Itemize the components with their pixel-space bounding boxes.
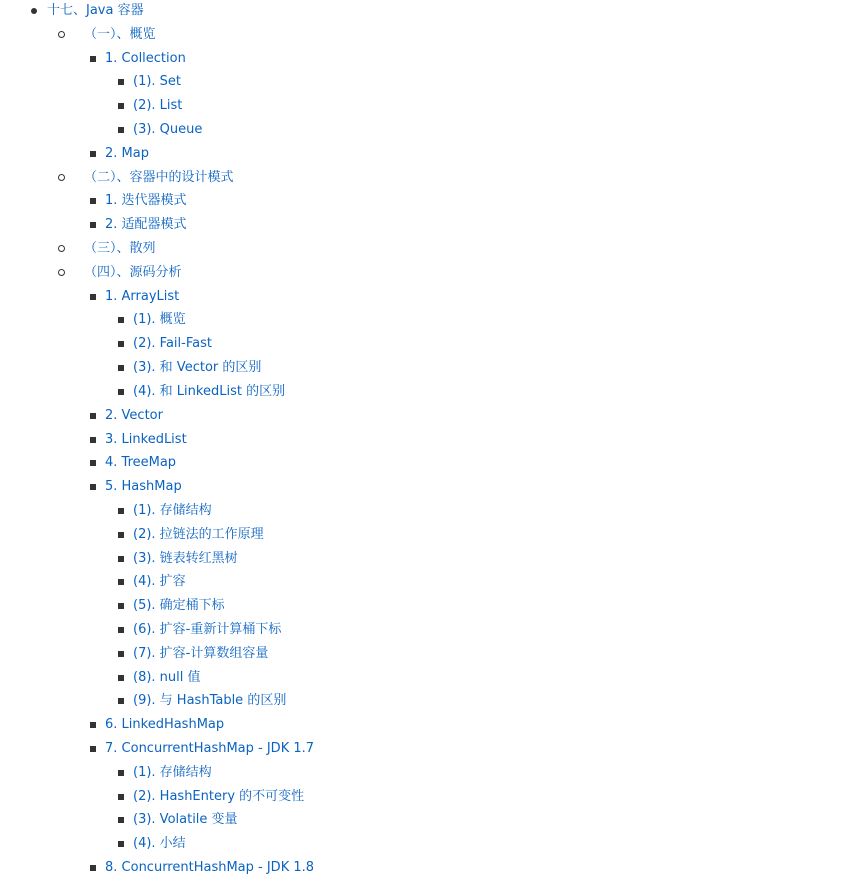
toc-item-level-4 bbox=[0, 668, 848, 688]
toc-item-level-4 bbox=[0, 382, 848, 402]
square-bullet bbox=[115, 96, 127, 116]
square-bullet bbox=[115, 72, 127, 92]
toc-item-level-4 bbox=[0, 120, 848, 140]
square-bullet bbox=[115, 620, 127, 640]
square-bullet bbox=[115, 334, 127, 354]
toc-item-level-4 bbox=[0, 501, 848, 521]
toc-link[interactable]: (4). 扩容 bbox=[133, 574, 186, 589]
toc-link[interactable]: 2. Map bbox=[105, 146, 149, 161]
toc-item-level-3 bbox=[0, 858, 848, 878]
square-bullet bbox=[87, 453, 99, 473]
square-bullet bbox=[87, 191, 99, 211]
toc-link[interactable]: 1. 迭代器模式 bbox=[105, 193, 187, 208]
toc-link[interactable]: (2). 拉链法的工作原理 bbox=[133, 527, 264, 542]
toc-item-level-4 bbox=[0, 787, 848, 807]
square-bullet bbox=[87, 739, 99, 759]
square-bullet bbox=[87, 477, 99, 497]
square-bullet bbox=[87, 430, 99, 450]
toc-link[interactable]: (4). 小结 bbox=[133, 836, 186, 851]
toc-item-level-3 bbox=[0, 191, 848, 211]
toc-link[interactable]: 1. ArrayList bbox=[105, 289, 180, 304]
toc-link[interactable]: （三）、散列 bbox=[84, 241, 156, 256]
square-bullet bbox=[115, 572, 127, 592]
toc-item-level-4 bbox=[0, 596, 848, 616]
toc-item-level-2 bbox=[0, 263, 848, 283]
toc-item-level-4 bbox=[0, 572, 848, 592]
circle-bullet bbox=[56, 168, 68, 188]
square-bullet bbox=[87, 215, 99, 235]
toc-item-level-4 bbox=[0, 834, 848, 854]
circle-bullet bbox=[56, 25, 68, 45]
toc-item-level-4 bbox=[0, 691, 848, 711]
square-bullet bbox=[115, 834, 127, 854]
square-bullet bbox=[87, 144, 99, 164]
toc-link[interactable]: 1. Collection bbox=[105, 51, 186, 66]
square-bullet bbox=[115, 525, 127, 545]
square-bullet bbox=[115, 549, 127, 569]
toc-item-level-3 bbox=[0, 287, 848, 307]
toc-item-level-3 bbox=[0, 215, 848, 235]
toc-item-level-1 bbox=[0, 1, 848, 21]
toc-item-level-3 bbox=[0, 739, 848, 759]
toc-item-level-4 bbox=[0, 644, 848, 664]
toc-item-level-3 bbox=[0, 430, 848, 450]
toc-link[interactable]: 6. LinkedHashMap bbox=[105, 717, 225, 732]
toc-link[interactable]: (1). Set bbox=[133, 74, 182, 89]
square-bullet bbox=[115, 501, 127, 521]
toc-item-level-4 bbox=[0, 620, 848, 640]
toc-link[interactable]: (6). 扩容-重新计算桶下标 bbox=[133, 622, 282, 637]
toc-item-level-3 bbox=[0, 406, 848, 426]
toc-link[interactable]: 5. HashMap bbox=[105, 479, 182, 494]
toc-item-level-2 bbox=[0, 239, 848, 259]
toc-link[interactable]: (1). 概览 bbox=[133, 312, 186, 327]
toc-link[interactable]: 7. ConcurrentHashMap - JDK 1.7 bbox=[105, 741, 315, 756]
toc-item-level-4 bbox=[0, 358, 848, 378]
toc-link[interactable]: (3). Queue bbox=[133, 122, 203, 137]
disc-bullet bbox=[28, 1, 40, 21]
toc-link[interactable]: (1). 存储结构 bbox=[133, 503, 212, 518]
toc-link[interactable]: (5). 确定桶下标 bbox=[133, 598, 225, 613]
toc-link[interactable]: (7). 扩容-计算数组容量 bbox=[133, 646, 269, 661]
square-bullet bbox=[115, 763, 127, 783]
toc-link[interactable]: 3. LinkedList bbox=[105, 432, 187, 447]
toc-item-level-4 bbox=[0, 810, 848, 830]
toc-item-level-3 bbox=[0, 715, 848, 735]
toc-item-level-3 bbox=[0, 144, 848, 164]
toc-link[interactable]: 十七、Java 容器 bbox=[47, 3, 144, 18]
circle-bullet bbox=[56, 263, 68, 283]
toc-item-level-4 bbox=[0, 549, 848, 569]
square-bullet bbox=[115, 596, 127, 616]
square-bullet bbox=[87, 406, 99, 426]
square-bullet bbox=[115, 120, 127, 140]
square-bullet bbox=[87, 49, 99, 69]
square-bullet bbox=[115, 644, 127, 664]
toc-link[interactable]: (4). 和 LinkedList 的区别 bbox=[133, 384, 286, 399]
toc-link[interactable]: (9). 与 HashTable 的区别 bbox=[133, 693, 287, 708]
toc-link[interactable]: （二）、容器中的设计模式 bbox=[84, 170, 234, 185]
toc-item-level-2 bbox=[0, 25, 848, 45]
square-bullet bbox=[87, 287, 99, 307]
toc-link[interactable]: 4. TreeMap bbox=[105, 455, 177, 470]
toc-item-level-4 bbox=[0, 334, 848, 354]
toc-link[interactable]: (2). Fail-Fast bbox=[133, 336, 212, 351]
toc-link[interactable]: 2. Vector bbox=[105, 408, 163, 423]
square-bullet bbox=[87, 858, 99, 878]
toc-link[interactable]: (3). Volatile 变量 bbox=[133, 812, 238, 827]
toc-item-level-3 bbox=[0, 49, 848, 69]
toc-link[interactable]: （一）、概览 bbox=[84, 27, 156, 42]
square-bullet bbox=[87, 715, 99, 735]
toc-item-level-2 bbox=[0, 168, 848, 188]
square-bullet bbox=[115, 787, 127, 807]
square-bullet bbox=[115, 810, 127, 830]
toc-link[interactable]: (8). null 值 bbox=[133, 670, 201, 685]
toc-link[interactable]: (2). HashEntery 的不可变性 bbox=[133, 789, 305, 804]
square-bullet bbox=[115, 310, 127, 330]
toc-item-level-4 bbox=[0, 96, 848, 116]
toc-link[interactable]: （四）、源码分析 bbox=[84, 265, 182, 280]
toc-link[interactable]: (1). 存储结构 bbox=[133, 765, 212, 780]
toc-link[interactable]: 8. ConcurrentHashMap - JDK 1.8 bbox=[105, 860, 315, 875]
toc-link[interactable]: 2. 适配器模式 bbox=[105, 217, 187, 232]
toc-item-level-3 bbox=[0, 453, 848, 473]
square-bullet bbox=[115, 691, 127, 711]
square-bullet bbox=[115, 668, 127, 688]
toc-item-level-4 bbox=[0, 72, 848, 92]
toc-item-level-4 bbox=[0, 525, 848, 545]
toc-item-level-4 bbox=[0, 763, 848, 783]
square-bullet bbox=[115, 358, 127, 378]
toc-link[interactable]: (3). 链表转红黑树 bbox=[133, 551, 238, 566]
toc-item-level-4 bbox=[0, 310, 848, 330]
toc-link[interactable]: (3). 和 Vector 的区别 bbox=[133, 360, 262, 375]
square-bullet bbox=[115, 382, 127, 402]
circle-bullet bbox=[56, 239, 68, 259]
toc-link[interactable]: (2). List bbox=[133, 98, 183, 113]
toc-item-level-3 bbox=[0, 477, 848, 497]
